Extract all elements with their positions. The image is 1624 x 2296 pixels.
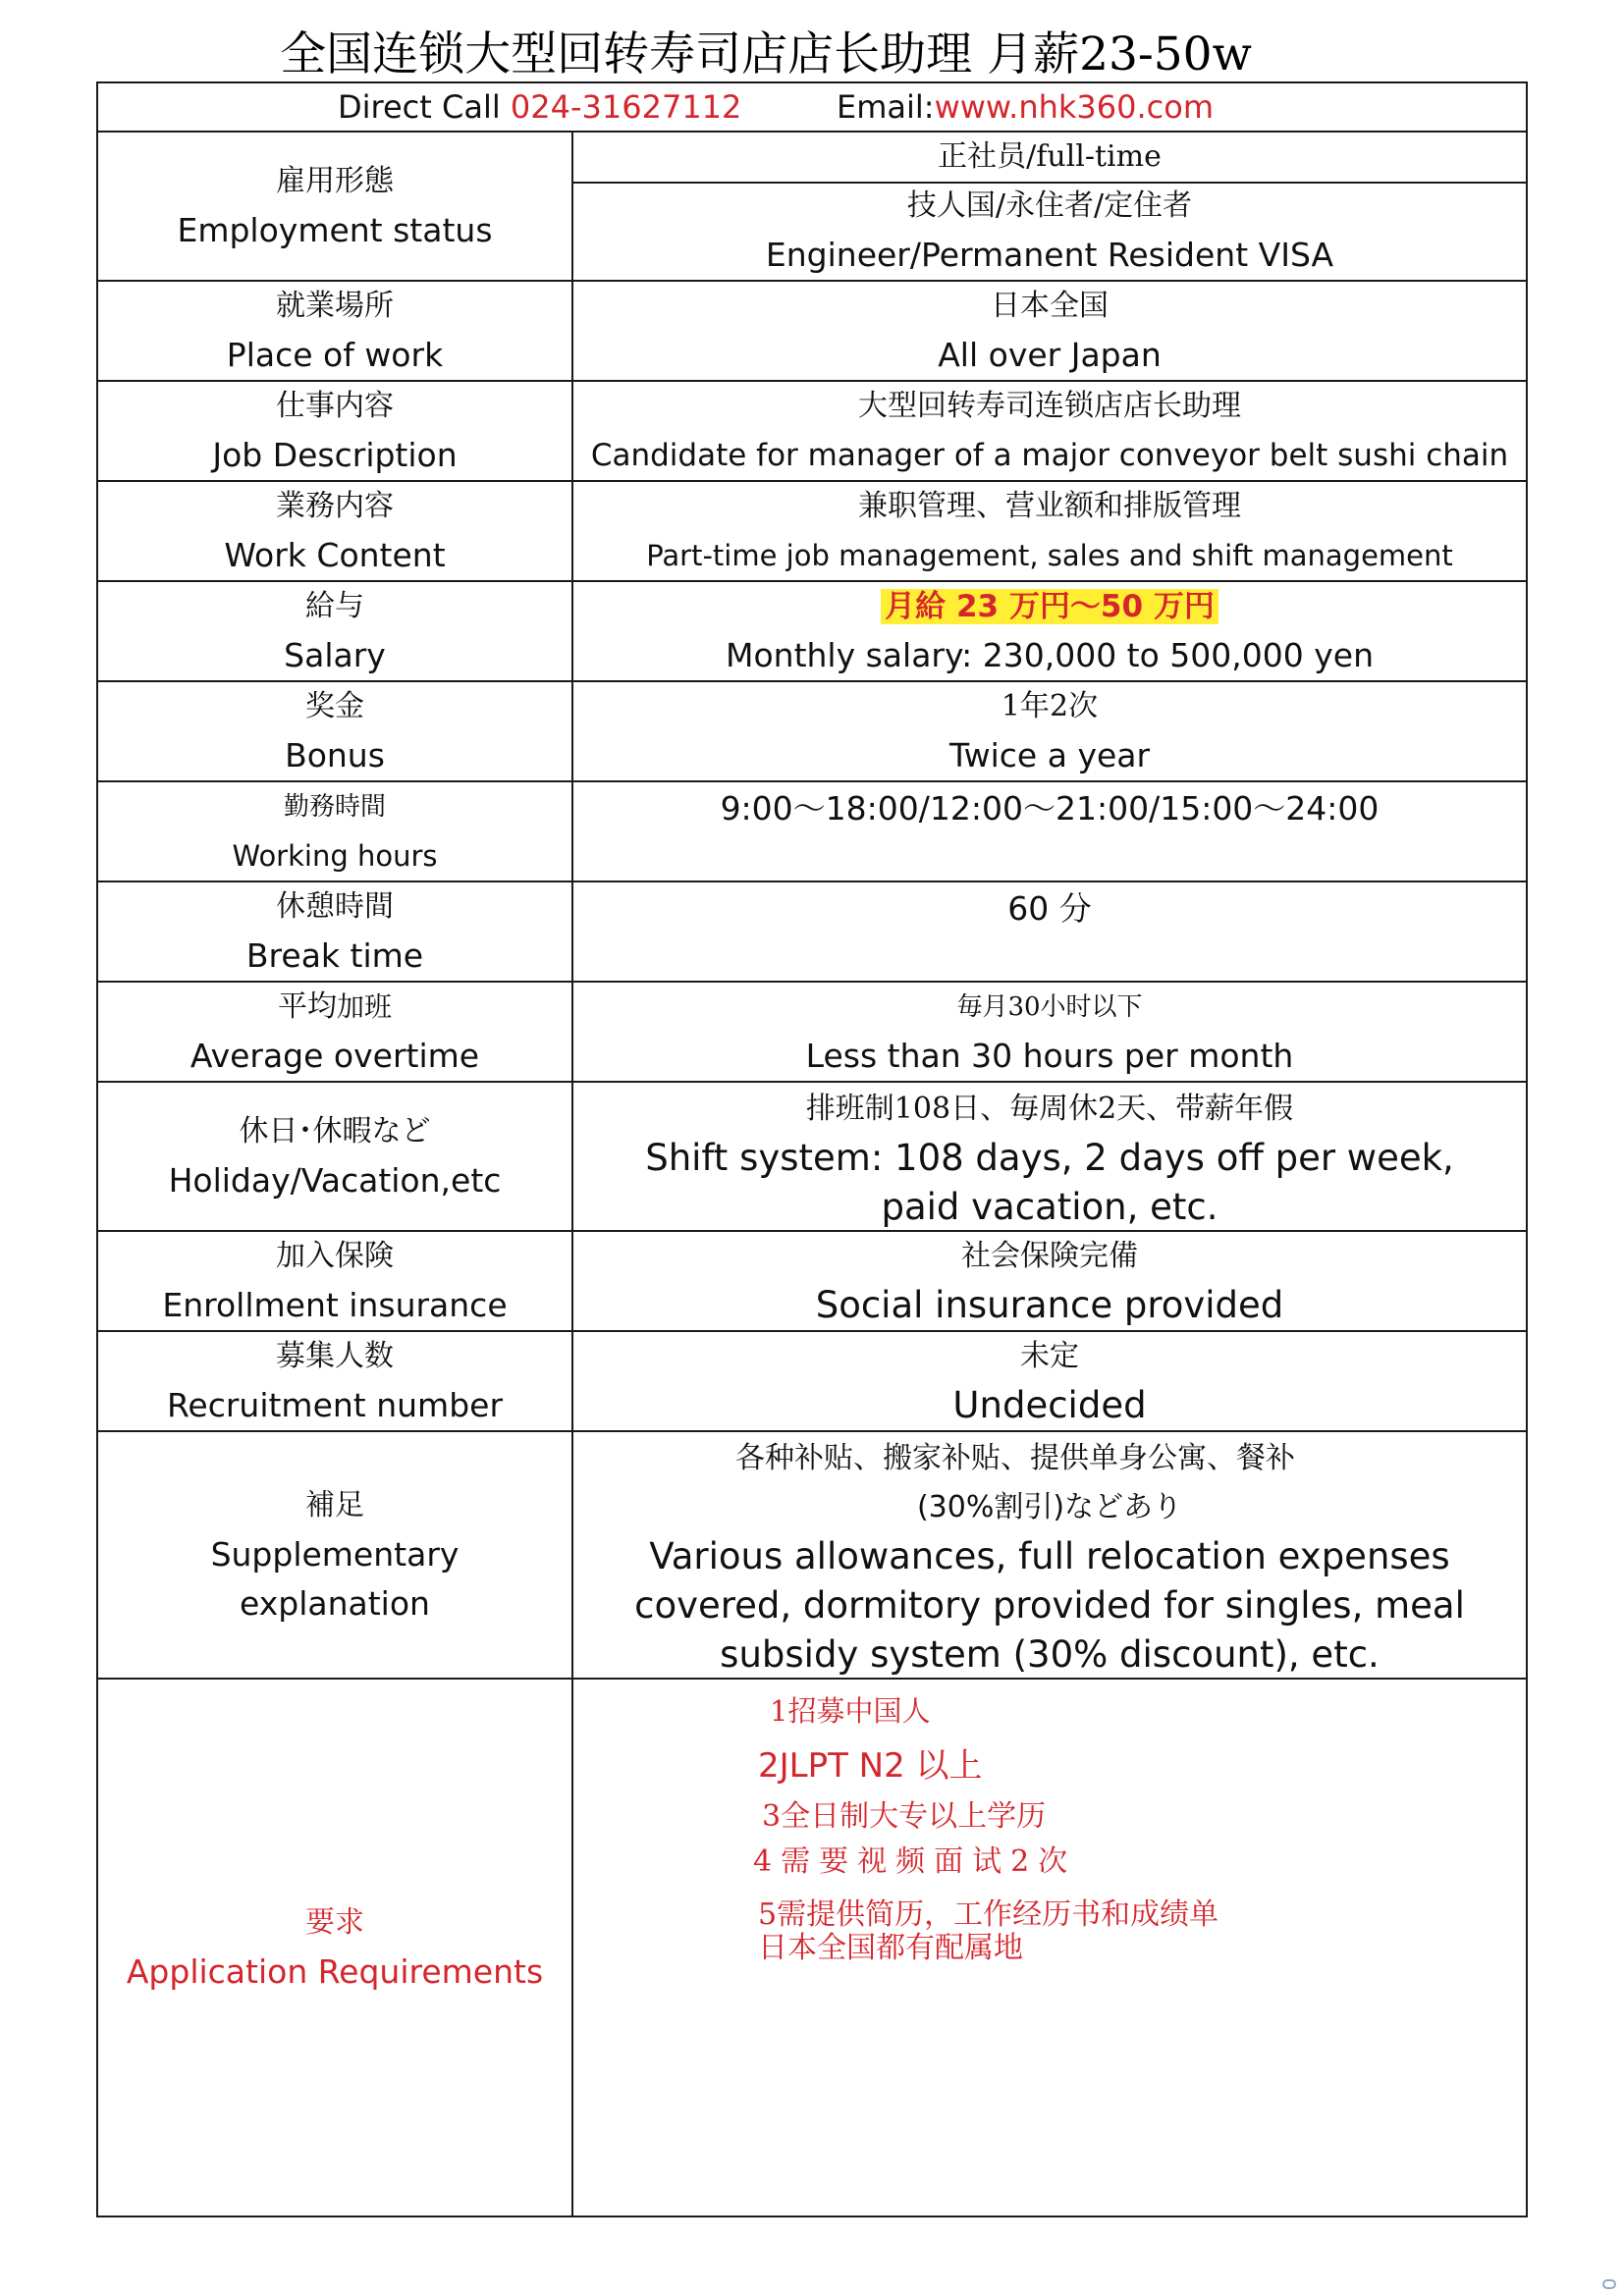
label-en-1: Supplementary <box>210 1535 460 1574</box>
label-jp: 業務内容 <box>276 489 394 523</box>
requirements-list <box>573 1689 1526 2216</box>
watermark-logo-icon <box>1602 2279 1616 2289</box>
requirement-item: 1招募中国人 <box>770 1694 931 1728</box>
label-en: Application Requirements <box>126 1952 544 1991</box>
label-en: Recruitment number <box>166 1386 504 1424</box>
row-employment <box>98 133 1526 282</box>
value-jp: 1年2次 <box>1001 689 1099 723</box>
value-en: 60 分 <box>1007 889 1092 928</box>
label-jp: 募集人数 <box>276 1339 394 1373</box>
direct-call <box>338 83 741 131</box>
row-label <box>98 282 573 380</box>
value-en: Undecided <box>952 1384 1147 1426</box>
row-label <box>98 133 573 280</box>
cell-divider <box>573 182 1526 184</box>
label-en: Average overtime <box>189 1037 480 1075</box>
row-value <box>573 882 1526 983</box>
value-en: Shift system: 108 days, 2 days off per week, paid vacation, etc. <box>645 1137 1454 1228</box>
row-value <box>573 582 1526 680</box>
row-label <box>98 382 573 480</box>
label-en: Job Description <box>212 436 458 474</box>
call-label: Direct Call <box>338 88 511 126</box>
row-label <box>98 1332 573 1430</box>
row-insurance <box>98 1232 1526 1332</box>
value-jp: 排班制108日、毎周休2天、带薪年假 <box>805 1092 1294 1126</box>
row-recruitment <box>98 1332 1526 1432</box>
label-jp <box>278 983 392 1032</box>
requirement-item: 3全日制大专以上学历 <box>762 1799 1047 1834</box>
label-jp: 仕事内容 <box>276 389 394 423</box>
row-break-time <box>98 882 1526 983</box>
label-jp: 休日･休暇など <box>239 1114 431 1148</box>
row-label <box>98 1083 573 1230</box>
label-en: Enrollment insurance <box>162 1286 508 1324</box>
requirement-item: 日本全国都有配属地 <box>758 1931 1023 1965</box>
label-en-2: explanation <box>240 1584 430 1623</box>
row-value <box>573 983 1526 1081</box>
row-label <box>98 782 573 881</box>
value-en: 9:00～18:00/12:00～21:00/15:00～24:00 <box>720 789 1380 828</box>
value-en: Engineer/Permanent Resident VISA <box>765 236 1334 274</box>
row-bonus <box>98 682 1526 782</box>
row-salary <box>98 582 1526 682</box>
row-working-hours <box>98 782 1526 882</box>
row-value <box>573 133 1526 280</box>
row-label <box>98 682 573 780</box>
label-en: Work Content <box>224 536 446 574</box>
value-jp: 兼职管理、营业额和排版管理 <box>858 489 1241 523</box>
row-value <box>573 1083 1526 1232</box>
label-jp: 雇用形態 <box>276 164 394 198</box>
value-jp-1: 各种补贴、搬家补贴、提供单身公寓、餐补 <box>735 1441 1295 1475</box>
requirement-item: 4需要视频面试2次 <box>753 1844 1077 1879</box>
label-en: Employment status <box>177 211 493 249</box>
label-jp: 奖金 <box>305 689 364 723</box>
value-jp: 毎月30小时以下 <box>956 992 1143 1022</box>
row-label <box>98 983 573 1081</box>
label-jp: 加入保険 <box>276 1239 394 1273</box>
row-value <box>573 1332 1526 1430</box>
row-job-description <box>98 382 1526 482</box>
row-work-content <box>98 482 1526 582</box>
row-value <box>573 1680 1526 2216</box>
label-jp: 要求 <box>305 1905 364 1940</box>
label-en: Holiday/Vacation,etc <box>168 1161 502 1200</box>
label-jp: 補足 <box>305 1488 364 1522</box>
label-en: Salary <box>284 636 386 674</box>
row-value <box>573 782 1526 882</box>
value-en: Social insurance provided <box>815 1284 1284 1326</box>
job-listing-table <box>96 81 1528 2217</box>
row-value <box>573 682 1526 780</box>
label-jp: 給与 <box>305 589 364 623</box>
value-en: Twice a year <box>948 736 1151 774</box>
contact-row <box>98 83 1526 133</box>
value-jp: 日本全国 <box>991 289 1109 323</box>
value-en: Less than 30 hours per month <box>805 1037 1294 1075</box>
value-jp-2: (30%割引)などあり <box>916 1490 1183 1524</box>
value-en: Part-time job management, sales and shift management <box>646 539 1453 572</box>
email <box>837 83 1214 131</box>
row-value <box>573 282 1526 380</box>
label-en: Place of work <box>226 336 444 374</box>
row-requirements <box>98 1680 1526 2216</box>
value-en: Monthly salary: 230,000 to 500,000 yen <box>726 636 1374 674</box>
label-jp-a: 平均 <box>277 989 337 1024</box>
value-jp: 大型回转寿司连锁店店长助理 <box>858 389 1241 423</box>
requirement-item: 2JLPT N2 以上 <box>758 1746 983 1786</box>
row-label <box>98 1432 573 1678</box>
row-value <box>573 1232 1526 1330</box>
value-jp: 技人国/永住者/定住者 <box>906 188 1193 223</box>
label-jp: 就業場所 <box>276 289 394 323</box>
label-en: Working hours <box>232 839 438 873</box>
value-jp: 未定 <box>1020 1339 1079 1373</box>
value-jp: 社会保険完備 <box>961 1239 1138 1273</box>
email-label: Email: <box>837 88 935 126</box>
label-jp-b: 加班 <box>336 990 392 1023</box>
row-label <box>98 1232 573 1330</box>
requirement-item: 5需提供简历，工作经历书和成绩单 <box>758 1897 1219 1932</box>
row-supplement <box>98 1432 1526 1680</box>
row-label <box>98 1680 573 2216</box>
row-overtime <box>98 983 1526 1083</box>
row-value <box>573 482 1526 580</box>
row-value <box>573 1432 1526 1680</box>
label-en: Bonus <box>285 736 385 774</box>
row-label <box>98 882 573 981</box>
row-holiday <box>98 1083 1526 1232</box>
label-jp: 休憩時間 <box>276 889 394 924</box>
value-en: Various allowances, full relocation expenses covered, dormitory provided for singles, meal subsidy system (30% discount), etc. <box>634 1535 1465 1676</box>
value-en: Candidate for manager of a major conveyor belt sushi chain <box>590 438 1509 473</box>
page-title: 全国连锁大型回转寿司店店长助理 月薪23-50w <box>280 27 1252 81</box>
row-label <box>98 582 573 680</box>
email-link[interactable]: www.nhk360.com <box>934 88 1214 126</box>
value-top: 正社员/full-time <box>938 139 1162 174</box>
row-place <box>98 282 1526 382</box>
label-en: Break time <box>245 936 424 975</box>
label-jp: 勤務時間 <box>283 792 386 822</box>
salary-highlight: 月給 23 万円～50 万円 <box>881 589 1218 624</box>
value-en: All over Japan <box>938 336 1162 374</box>
call-number-link[interactable]: 024-31627112 <box>510 88 742 126</box>
row-label <box>98 482 573 580</box>
row-value <box>573 382 1526 480</box>
